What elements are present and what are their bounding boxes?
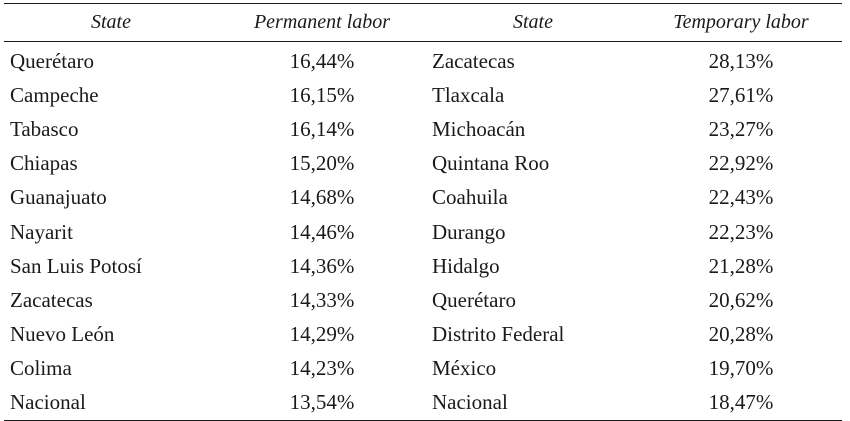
header-state-temporary: State	[513, 11, 553, 33]
permanent-state-cell: Querétaro	[10, 48, 94, 73]
permanent-labor-cell: 14,33%	[289, 287, 355, 312]
table-row	[4, 386, 842, 420]
temporary-labor-cell: 18,47%	[708, 390, 774, 415]
temporary-state-cell: Distrito Federal	[432, 322, 565, 347]
permanent-state-cell: Tabasco	[10, 116, 79, 141]
permanent-labor-cell: 14,36%	[289, 253, 355, 278]
temporary-state-cell: Querétaro	[432, 287, 516, 312]
temporary-labor-cell: 21,28%	[708, 253, 774, 278]
header-temporary-labor: Temporary labor	[673, 11, 809, 33]
permanent-labor-cell: 16,15%	[289, 82, 355, 107]
header-row	[4, 4, 842, 42]
temporary-labor-cell: 28,13%	[708, 48, 774, 73]
header-permanent-labor: Permanent labor	[253, 11, 391, 33]
permanent-state-cell: Nuevo León	[10, 322, 115, 347]
table-row	[4, 147, 842, 181]
table-row	[4, 283, 842, 317]
table-row	[4, 78, 842, 112]
temporary-state-cell: México	[432, 356, 497, 381]
table-row	[4, 112, 842, 146]
temporary-state-cell: Tlaxcala	[432, 82, 505, 107]
header-state-permanent: State	[91, 11, 131, 33]
permanent-state-cell: Colima	[10, 356, 72, 381]
permanent-state-cell: Chiapas	[10, 151, 78, 176]
permanent-state-cell: San Luis Potosí	[10, 253, 142, 278]
permanent-labor-cell: 16,14%	[289, 116, 355, 141]
table-row	[4, 42, 842, 79]
permanent-labor-cell: 15,20%	[289, 151, 355, 176]
table-row	[4, 181, 842, 215]
permanent-state-cell: Nacional	[10, 390, 86, 415]
table-row	[4, 318, 842, 352]
temporary-labor-cell: 22,43%	[708, 185, 774, 210]
labor-table	[4, 4, 842, 420]
table-body	[4, 42, 842, 421]
permanent-labor-cell: 14,29%	[289, 322, 355, 347]
permanent-state-cell: Zacatecas	[10, 287, 93, 312]
temporary-state-cell: Michoacán	[432, 116, 526, 141]
table-header	[4, 4, 842, 42]
temporary-labor-cell: 23,27%	[708, 116, 774, 141]
permanent-state-cell: Guanajuato	[10, 185, 107, 210]
permanent-labor-cell: 14,46%	[289, 219, 355, 244]
temporary-state-cell: Quintana Roo	[432, 151, 550, 176]
temporary-labor-cell: 22,23%	[708, 219, 774, 244]
permanent-labor-cell: 14,23%	[289, 356, 355, 381]
temporary-labor-cell: 20,62%	[708, 287, 774, 312]
table-row	[4, 352, 842, 386]
table-row	[4, 215, 842, 249]
labor-table-container	[4, 0, 842, 421]
temporary-state-cell: Coahuila	[432, 185, 508, 210]
temporary-state-cell: Durango	[432, 219, 506, 244]
permanent-state-cell: Nayarit	[10, 219, 73, 244]
temporary-labor-cell: 22,92%	[708, 151, 774, 176]
temporary-labor-cell: 27,61%	[708, 82, 774, 107]
temporary-state-cell: Zacatecas	[432, 48, 515, 73]
temporary-labor-cell: 19,70%	[708, 356, 774, 381]
table-row	[4, 249, 842, 283]
temporary-state-cell: Hidalgo	[432, 253, 500, 278]
temporary-labor-cell: 20,28%	[708, 322, 774, 347]
permanent-labor-cell: 14,68%	[289, 185, 355, 210]
permanent-state-cell: Campeche	[10, 82, 99, 107]
permanent-labor-cell: 16,44%	[289, 48, 355, 73]
temporary-state-cell: Nacional	[432, 390, 508, 415]
permanent-labor-cell: 13,54%	[289, 390, 355, 415]
